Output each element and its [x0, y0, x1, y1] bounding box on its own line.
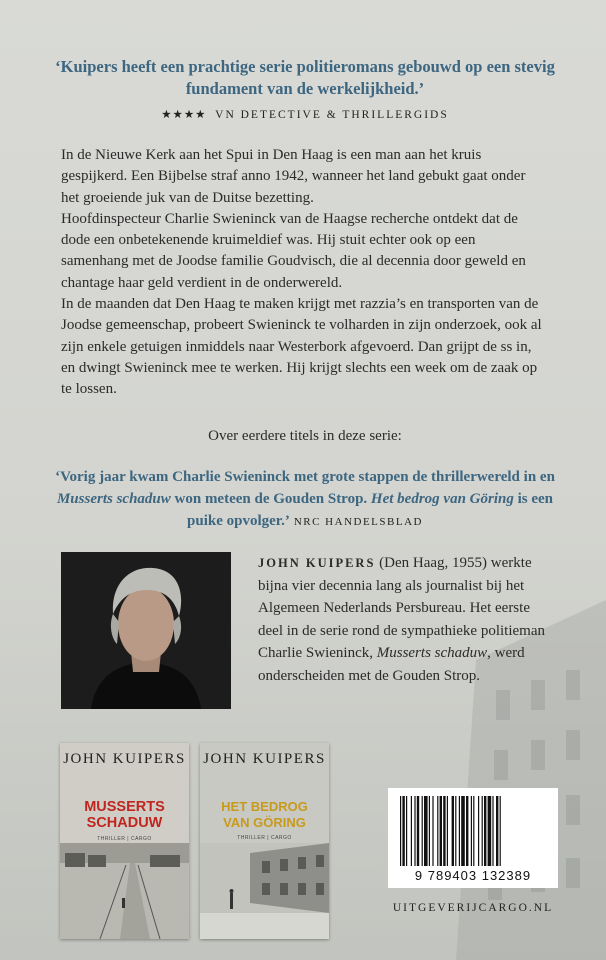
cover-title [60, 799, 189, 831]
barcode-bar [424, 796, 428, 866]
book-cover-musserts-schaduw [60, 743, 189, 939]
cover-street-image [200, 843, 329, 939]
barcode-bar [417, 796, 419, 866]
barcode-bars [400, 796, 546, 866]
barcode-bar [455, 796, 456, 866]
isbn-barcode [388, 788, 558, 888]
cover-title-line: MUSSERTS [84, 799, 165, 815]
cover-title-line: SCHADUW [86, 815, 163, 831]
book-cover-het-bedrog-van-goring [200, 743, 329, 939]
barcode-bar [402, 796, 404, 866]
quote-text: is een puike opvolger.’ [187, 491, 554, 529]
barcode-bar [492, 796, 493, 866]
barcode-bar [437, 796, 438, 866]
review-source-name: VN DETECTIVE & THRILLERGIDS [215, 109, 449, 121]
barcode-bar [500, 796, 501, 866]
cover-subtitle: THRILLER | CARGO [237, 835, 292, 841]
series-heading: Over eerdere titels in deze serie: [208, 428, 402, 444]
barcode-bar [411, 796, 412, 866]
barcode-bar [447, 796, 448, 866]
book-blurb [61, 145, 545, 401]
cover-title-line: HET BEDROG [221, 799, 308, 814]
barcode-bar [461, 796, 465, 866]
barcode-bar [400, 796, 401, 866]
author-bio-text: , werd onderscheiden met de Gouden Strop. [258, 645, 525, 684]
cover-subtitle: THRILLER | CARGO [97, 836, 152, 842]
barcode-bar [440, 796, 442, 866]
author-bio-book-title: Musserts schaduw [376, 645, 488, 661]
cover-author: JOHN KUIPERS [63, 751, 186, 767]
barcode-bar [406, 796, 407, 866]
publisher-url: UITGEVERIJCARGO.NL [392, 902, 554, 914]
series-review-source: NRC HANDELSBLAD [293, 516, 423, 528]
barcode-bar [432, 796, 433, 866]
barcode-bar [422, 796, 423, 866]
barcode-bar [471, 796, 472, 866]
cover-railway-image [60, 843, 189, 939]
author-photo [61, 552, 231, 709]
cover-title-line: VAN GÖRING [223, 815, 306, 830]
author-name: JOHN KUIPERS [258, 556, 376, 570]
blurb-paragraph: In de Nieuwe Kerk aan het Spui in Den Haag is een man aan het kruis gespijkerd. Een Bijbelse straf anno 1942, wanneer het land gebukt gaat onder het groeiende juk van de Duitse bezetting. [61, 147, 526, 206]
barcode-bar [466, 796, 468, 866]
barcode-bar [478, 796, 479, 866]
rating-stars: ★★★★ [161, 109, 207, 121]
top-review-quote: ‘Kuipers heeft een prachtige serie politieromans gebouwd op een stevig fundament van de werkelijkheid.’ [55, 57, 555, 98]
blurb-paragraph: Hoofdinspecteur Charlie Swieninck van de Haagse recherche ontdekt dat de dode een onbetekenende kruimeldief was. Hij stuit echter ook op een samenhang met de Joodse familie Goudvisch, die al decennia door geweld en chantage haar geld verdient in de onderwereld. [61, 210, 526, 291]
barcode-bar [414, 796, 415, 866]
barcode-bar [496, 796, 498, 866]
top-review-source [40, 107, 570, 121]
barcode-bar [429, 796, 430, 866]
quote-text: won meteen de Gouden Strop. [170, 491, 371, 507]
author-bio [258, 552, 558, 687]
cover-author: JOHN KUIPERS [203, 751, 326, 767]
barcode-bar [484, 796, 486, 866]
barcode-bar [459, 796, 460, 866]
cover-title [200, 799, 329, 831]
author-bio-text: (Den Haag, 1955) werkte bijna vier decennia lang als journalist bij het Algemeen Nederlands Persbureau. Het eerste deel in de serie rond de sympathieke politieman Charlie Swieninck, [258, 555, 545, 661]
blurb-paragraph: In de maanden dat Den Haag te maken krijgt met razzia’s en transporten van de Joodse gemeenschap, probeert Swieninck te volharden in zijn onderzoek, ook al zijn enkele getuigen inmiddels naar Westerbork afgevoerd. Dan grijpt de ss in, en dwingt Swieninck mee te werken. Hij krijgt slechts een week om de zaak op te lossen. [61, 296, 542, 398]
barcode-bar [443, 796, 445, 866]
isbn-number: 9 789403 132389 [414, 868, 532, 883]
barcode-bar [473, 796, 474, 866]
barcode-bar [482, 796, 483, 866]
barcode-bar [452, 796, 454, 866]
quote-book-title: Het bedrog van Göring [370, 491, 514, 507]
quote-book-title: Musserts schaduw [56, 491, 171, 507]
series-review-quote [40, 466, 570, 533]
barcode-bar [488, 796, 492, 866]
quote-text: ‘Vorig jaar kwam Charlie Swieninck met grote stappen de thrillerwereld in en [55, 469, 555, 485]
